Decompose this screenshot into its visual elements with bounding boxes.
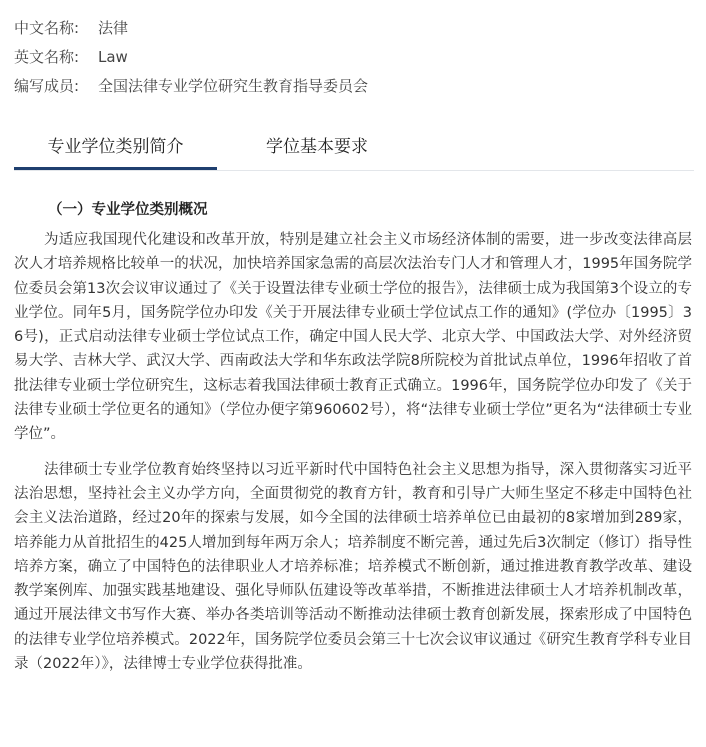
chinese-name-label: 中文名称: <box>14 19 80 37</box>
content-section <box>14 196 692 687</box>
tab-degree-requirements[interactable]: 学位基本要求 <box>266 137 368 157</box>
english-name-label: 英文名称: <box>14 48 80 66</box>
tab-bar <box>14 126 694 171</box>
chinese-name-value: 法律 <box>98 19 129 37</box>
english-name-row <box>14 43 694 72</box>
paragraph-history: 为适应我国现代化建设和改革开放，特别是建立社会主义市场经济体制的需要，进一步改变法律高层次人才培养规格比较单一的状况，加快培养国家急需的高层次法治专门人才和管理人才，1995年国务院学位委员会第13次会议审议通过了《关于设置法律专业硕士学位的报告》，法律硕士成为我国第3个设立的专业学位。同年5月，国务院学位办印发《关于开展法律专业硕士学位试点工作的通知》(学位办〔1995〕36号)，正式启动法律专业硕士学位试点工作，确定中国人民大学、北京大学、中国政法大学、对外经济贸易大学、吉林大学、武汉大学、西南政法大学和华东政法学院8所院校为首批试点单位，1996年招收了首批法律专业硕士学位研究生，这标志着我国法律硕士教育正式确立。1996年，国务院学位办印发了《关于法律专业硕士学位更名的通知》（学位办便字第960602号），将“法律专业硕士学位”更名为“法律硕士专业学位”。 <box>14 232 692 443</box>
paragraph-development: 法律硕士专业学位教育始终坚持以习近平新时代中国特色社会主义思想为指导，深入贯彻落实习近平法治思想，坚持社会主义办学方向，全面贯彻党的教育方针，教育和引导广大师生坚定不移走中国特色社会主义法治道路，经过20年的探索与发展，如今全国的法律硕士培养单位已由最初的8家增加到289家，培养能力从首批招生的425人增加到每年两万余人；培养制度不断完善，通过先后3次制定（修订）指导性培养方案，确立了中国特色的法律职业人才培养标准；培养模式不断创新，通过推进教育教学改革、建设教学案例库、加强实践基地建设、强化导师队伍建设等改革举措，不断推进法律硕士人才培养机制改革，通过开展法律文书写作大赛、举办各类培训等活动不断推动法律硕士教育创新发展，探索形成了中国特色的法律专业学位培养模式。2022年，国务院学位委员会第三十七次会议审议通过《研究生教育学科专业目录（2022年）》，法律博士专业学位获得批准。 <box>14 461 692 673</box>
section-title: （一）专业学位类别概况 <box>48 202 208 218</box>
english-name-value: Law <box>98 48 128 66</box>
compiler-value: 全国法律专业学位研究生教育指导委员会 <box>98 77 369 95</box>
chinese-name-row <box>14 14 694 43</box>
degree-meta <box>14 14 694 101</box>
tab-degree-intro[interactable]: 专业学位类别简介 <box>47 137 184 157</box>
active-tab-indicator <box>14 167 217 170</box>
compiler-label: 编写成员: <box>14 77 80 95</box>
compiler-row <box>14 72 694 101</box>
